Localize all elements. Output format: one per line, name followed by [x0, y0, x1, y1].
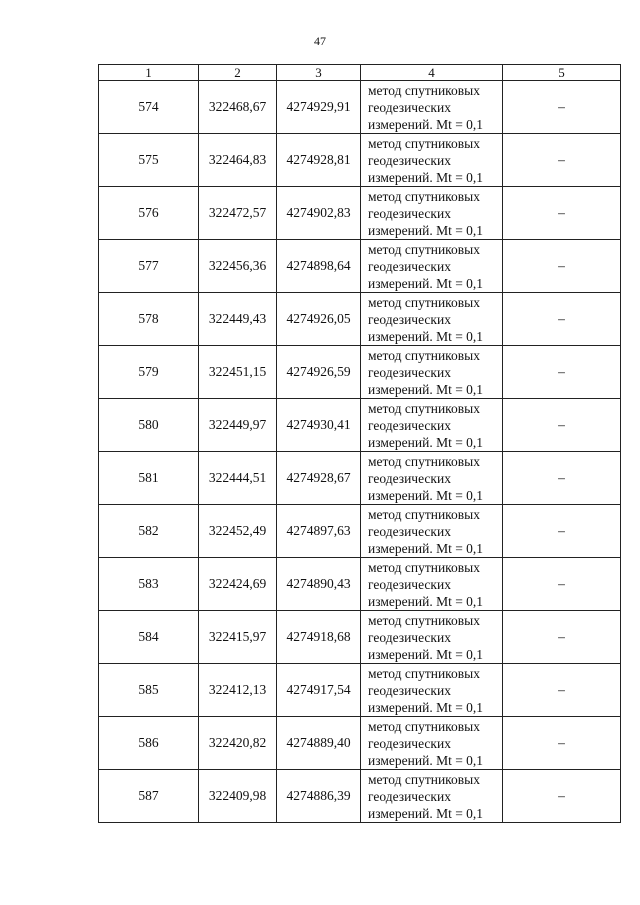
method-line: измерений. Mt = 0,1	[368, 805, 484, 821]
method-cell	[361, 558, 503, 611]
x-coordinate-cell: 322451,15	[199, 346, 277, 399]
method-line: метод спутниковых	[368, 347, 480, 363]
method-line: измерений. Mt = 0,1	[368, 752, 484, 768]
method-line: измерений. Mt = 0,1	[368, 169, 484, 185]
note-cell: –	[503, 558, 621, 611]
note-cell: –	[503, 717, 621, 770]
note-cell: –	[503, 293, 621, 346]
x-coordinate-cell: 322456,36	[199, 240, 277, 293]
point-number-cell: 579	[99, 346, 199, 399]
column-header: 3	[277, 65, 361, 81]
x-coordinate-cell: 322449,97	[199, 399, 277, 452]
x-coordinate-cell: 322452,49	[199, 505, 277, 558]
table-row	[99, 81, 621, 134]
method-line: измерений. Mt = 0,1	[368, 381, 484, 397]
method-line: метод спутниковых	[368, 294, 480, 310]
table-row	[99, 134, 621, 187]
method-line: геодезических	[368, 258, 451, 274]
table-row	[99, 452, 621, 505]
point-number-cell: 585	[99, 664, 199, 717]
method-cell	[361, 134, 503, 187]
method-cell	[361, 240, 503, 293]
y-coordinate-cell: 4274897,63	[277, 505, 361, 558]
method-line: метод спутниковых	[368, 612, 480, 628]
column-header: 4	[361, 65, 503, 81]
method-line: измерений. Mt = 0,1	[368, 593, 484, 609]
note-cell: –	[503, 505, 621, 558]
method-line: измерений. Mt = 0,1	[368, 222, 484, 238]
table-row	[99, 611, 621, 664]
method-cell	[361, 452, 503, 505]
method-line: измерений. Mt = 0,1	[368, 116, 484, 132]
method-line: геодезических	[368, 311, 451, 327]
y-coordinate-cell: 4274890,43	[277, 558, 361, 611]
x-coordinate-cell: 322464,83	[199, 134, 277, 187]
method-cell	[361, 293, 503, 346]
point-number-cell: 577	[99, 240, 199, 293]
y-coordinate-cell: 4274926,05	[277, 293, 361, 346]
table-row	[99, 293, 621, 346]
y-coordinate-cell: 4274929,91	[277, 81, 361, 134]
x-coordinate-cell: 322444,51	[199, 452, 277, 505]
x-coordinate-cell: 322449,43	[199, 293, 277, 346]
y-coordinate-cell: 4274902,83	[277, 187, 361, 240]
method-cell	[361, 346, 503, 399]
method-line: геодезических	[368, 576, 451, 592]
method-line: измерений. Mt = 0,1	[368, 487, 484, 503]
page-number: 47	[314, 34, 326, 48]
y-coordinate-cell: 4274926,59	[277, 346, 361, 399]
method-cell	[361, 187, 503, 240]
point-number-cell: 584	[99, 611, 199, 664]
x-coordinate-cell: 322412,13	[199, 664, 277, 717]
table-row	[99, 346, 621, 399]
point-number-cell: 574	[99, 81, 199, 134]
method-line: метод спутниковых	[368, 506, 480, 522]
point-number-cell: 581	[99, 452, 199, 505]
note-cell: –	[503, 399, 621, 452]
method-cell	[361, 81, 503, 134]
method-line: измерений. Mt = 0,1	[368, 646, 484, 662]
table-row	[99, 187, 621, 240]
y-coordinate-cell: 4274928,67	[277, 452, 361, 505]
table-row	[99, 558, 621, 611]
note-cell: –	[503, 611, 621, 664]
x-coordinate-cell: 322420,82	[199, 717, 277, 770]
method-line: геодезических	[368, 417, 451, 433]
method-line: измерений. Mt = 0,1	[368, 328, 484, 344]
y-coordinate-cell: 4274930,41	[277, 399, 361, 452]
method-line: метод спутниковых	[368, 718, 480, 734]
table-row	[99, 505, 621, 558]
method-line: измерений. Mt = 0,1	[368, 699, 484, 715]
x-coordinate-cell: 322415,97	[199, 611, 277, 664]
x-coordinate-cell: 322424,69	[199, 558, 277, 611]
y-coordinate-cell: 4274917,54	[277, 664, 361, 717]
method-line: геодезических	[368, 735, 451, 751]
method-cell	[361, 664, 503, 717]
method-line: метод спутниковых	[368, 135, 480, 151]
point-number-cell: 575	[99, 134, 199, 187]
table-row	[99, 770, 621, 823]
note-cell: –	[503, 187, 621, 240]
table-row	[99, 664, 621, 717]
note-cell: –	[503, 81, 621, 134]
y-coordinate-cell: 4274928,81	[277, 134, 361, 187]
method-cell	[361, 399, 503, 452]
method-line: геодезических	[368, 523, 451, 539]
table-row	[99, 240, 621, 293]
method-line: геодезических	[368, 364, 451, 380]
point-number-cell: 580	[99, 399, 199, 452]
method-line: геодезических	[368, 629, 451, 645]
x-coordinate-cell: 322409,98	[199, 770, 277, 823]
method-cell	[361, 611, 503, 664]
method-line: метод спутниковых	[368, 665, 480, 681]
method-line: геодезических	[368, 205, 451, 221]
y-coordinate-cell: 4274889,40	[277, 717, 361, 770]
table-row	[99, 399, 621, 452]
x-coordinate-cell: 322472,57	[199, 187, 277, 240]
method-line: геодезических	[368, 99, 451, 115]
method-line: геодезических	[368, 682, 451, 698]
y-coordinate-cell: 4274898,64	[277, 240, 361, 293]
note-cell: –	[503, 664, 621, 717]
note-cell: –	[503, 240, 621, 293]
header-row	[99, 65, 621, 81]
table-row	[99, 717, 621, 770]
y-coordinate-cell: 4274918,68	[277, 611, 361, 664]
note-cell: –	[503, 770, 621, 823]
point-number-cell: 586	[99, 717, 199, 770]
column-header: 2	[199, 65, 277, 81]
method-line: метод спутниковых	[368, 400, 480, 416]
note-cell: –	[503, 452, 621, 505]
column-header: 1	[99, 65, 199, 81]
point-number-cell: 583	[99, 558, 199, 611]
point-number-cell: 587	[99, 770, 199, 823]
method-cell	[361, 505, 503, 558]
note-cell: –	[503, 346, 621, 399]
method-line: метод спутниковых	[368, 82, 480, 98]
point-number-cell: 576	[99, 187, 199, 240]
method-cell	[361, 717, 503, 770]
note-cell: –	[503, 134, 621, 187]
method-line: геодезических	[368, 788, 451, 804]
method-line: метод спутниковых	[368, 241, 480, 257]
coordinates-table	[98, 64, 621, 823]
method-line: измерений. Mt = 0,1	[368, 275, 484, 291]
method-line: метод спутниковых	[368, 771, 480, 787]
method-line: геодезических	[368, 470, 451, 486]
method-cell	[361, 770, 503, 823]
method-line: метод спутниковых	[368, 188, 480, 204]
method-line: геодезических	[368, 152, 451, 168]
method-line: метод спутниковых	[368, 453, 480, 469]
method-line: метод спутниковых	[368, 559, 480, 575]
method-line: измерений. Mt = 0,1	[368, 434, 484, 450]
method-line: измерений. Mt = 0,1	[368, 540, 484, 556]
x-coordinate-cell: 322468,67	[199, 81, 277, 134]
point-number-cell: 582	[99, 505, 199, 558]
y-coordinate-cell: 4274886,39	[277, 770, 361, 823]
point-number-cell: 578	[99, 293, 199, 346]
column-header: 5	[503, 65, 621, 81]
